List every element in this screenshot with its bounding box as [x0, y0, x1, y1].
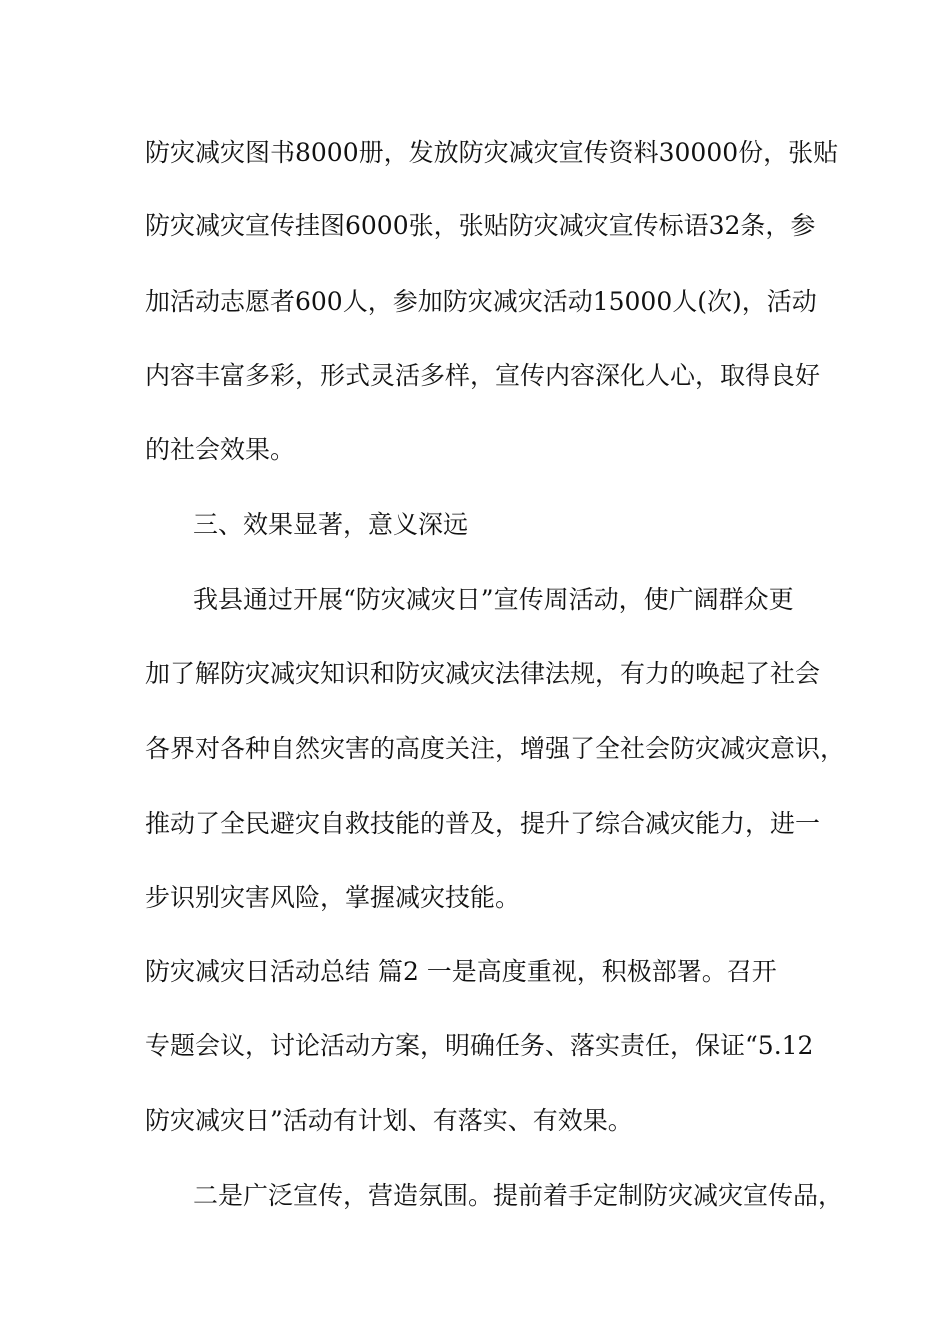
body-text-line: 加了解防灾减灾知识和防灾减灾法律法规，有力的唤起了社会 — [145, 659, 821, 688]
body-text-line: 防灾减灾图书8000册，发放防灾减灾宣传资料30000份，张贴 — [145, 138, 839, 167]
body-text-line: 内容丰富多彩，形式灵活多样，宣传内容深化人心，取得良好 — [145, 361, 821, 390]
body-text-line: 的社会效果。 — [145, 435, 296, 464]
body-text-line: 步识别灾害风险，掌握减灾技能。 — [145, 883, 521, 912]
body-text-line: 我县通过开展“防灾减灾日”宣传周活动，使广阔群众更 — [193, 585, 794, 614]
body-text-line: 专题会议，讨论活动方案，明确任务、落实责任，保证“5.12 — [145, 1031, 814, 1060]
body-text-line: 各界对各种自然灾害的高度关注，增强了全社会防灾减灾意识， — [145, 734, 846, 763]
body-text-line: 推动了全民避灾自救技能的普及，提升了综合减灾能力，进一 — [145, 809, 821, 838]
body-text-line: 防灾减灾日”活动有计划、有落实、有效果。 — [145, 1106, 633, 1135]
body-text-line: 二是广泛宣传，营造氛围。提前着手定制防灾减灾宣传品， — [193, 1181, 844, 1210]
body-text-line: 防灾减灾宣传挂图6000张，张贴防灾减灾宣传标语32条，参 — [145, 211, 816, 240]
section-heading: 三、效果显著，意义深远 — [193, 510, 469, 539]
body-text-line: 加活动志愿者600人，参加防灾减灾活动15000人(次)，活动 — [145, 287, 817, 316]
article-title-line: 防灾减灾日活动总结 篇2 一是高度重视，积极部署。召开 — [145, 957, 777, 986]
